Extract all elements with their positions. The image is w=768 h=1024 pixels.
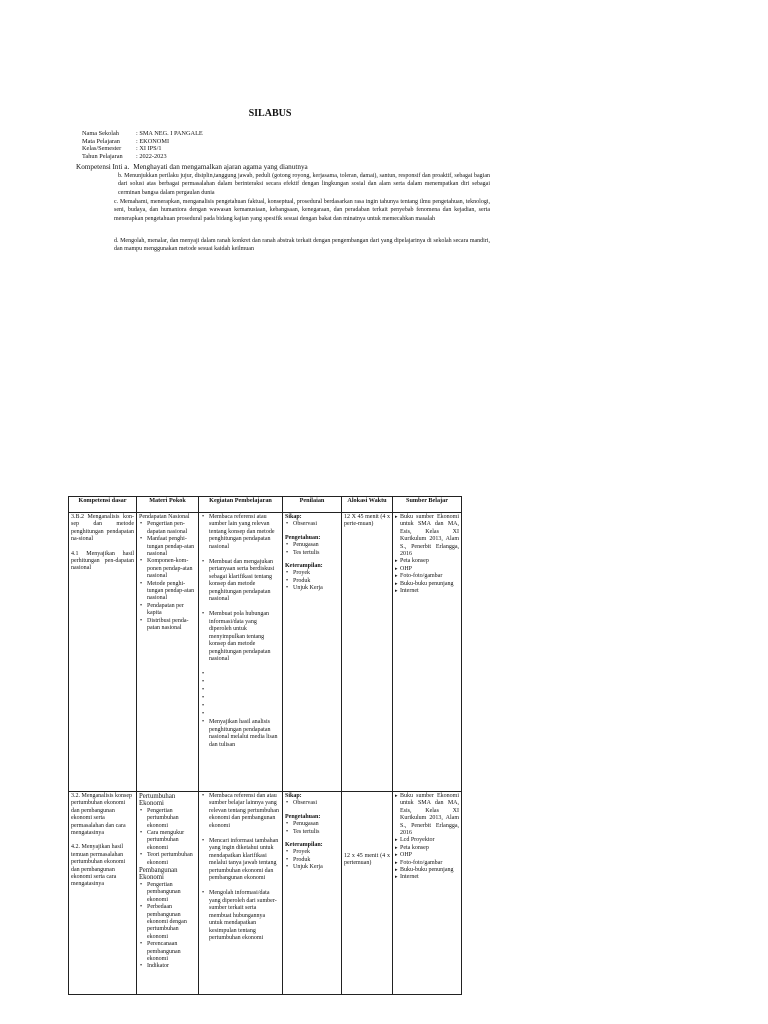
penilaian-sikap: Sikap: (285, 514, 302, 520)
kd-item: 4.2. Menyajikan hasil temuan permasalahan pertumbuhan ekonomi dan pembangunan ekonomi serta cara mengatasinya (71, 844, 126, 888)
sikap-list (285, 800, 339, 807)
list-item: • Observasi (293, 521, 339, 528)
empty-bullet (209, 703, 280, 711)
cell-alokasi-waktu (342, 792, 393, 995)
list-item: • Unjuk Kerja (293, 864, 339, 871)
materi-heading: Pertumbuhan Ekonomi (139, 793, 176, 808)
table-header-row (69, 497, 462, 513)
list-item: ▸ Foto-foto/gambar (400, 573, 459, 580)
header-sumber: Sumber Belajar (393, 497, 462, 513)
materi-heading: Pembangunan Ekonomi (139, 867, 178, 882)
list-item: • Membuat pola hubungan informasi/data yang diperoleh untuk menyimpulkan tentang konsep dan metode penghitungan pendapatan nasional (209, 611, 280, 663)
keterampilan-list (285, 849, 339, 871)
list-item: • Proyek (293, 570, 339, 577)
cell-penilaian (283, 513, 342, 792)
identity-row (82, 153, 203, 161)
kd-item: 3.B.2 Menganalisis kon-sep dan metode penghitungan pendapatan na-sional (71, 514, 134, 543)
materi-list (139, 882, 196, 971)
penilaian-keterampilan: Keterampilan: (285, 842, 323, 849)
list-item: • Unjuk Kerja (293, 585, 339, 592)
ki-d-text: d. Mengolah, menalar, dan menyaji dalam ranah konkret dan ranah abstrak terkait dengan pengembangan dari yang dipelajarinya di sekolah secara mandiri, dan mampu menggunakan metode sesuai kaidah keilmuan (114, 238, 490, 253)
list-item: • Pengertian pembangunan ekonomi (147, 882, 196, 904)
sumber-list (395, 793, 459, 882)
table-row (69, 792, 462, 995)
penilaian-sikap: Sikap: (285, 793, 302, 799)
header-materi-pokok: Materi Pokok (137, 497, 199, 513)
list-item: • Tes tertulis (293, 550, 339, 557)
identity-value: : 2022-2023 (136, 152, 167, 160)
list-item: ▸ Internet (400, 588, 459, 595)
list-item: • Produk (293, 578, 339, 585)
header-penilaian: Penilaian (283, 497, 342, 513)
empty-bullet (209, 687, 280, 695)
empty-bullet (209, 711, 280, 719)
penilaian-pengetahuan: Pengetahuan: (285, 534, 321, 541)
identity-value: : SMA NEG. I PANGALE (136, 130, 203, 137)
ki-c-text: c. Memahami, menerapkan, menganalisis pengetahuan faktual, konseptual, prosedural berdasarkan rasa ingin tahunya tentang ilmu pengetahuan, teknologi, seni, budaya, dan humaniora dengan wawasan kemanusiaan, kebangsaan, kenegaraan, dan peradaban terkait penyebab fenomena dan kejadian, serta menerapkan pengetahuan prosedural pada bidang kajian yang spesifik sesuai dengan bakat dan minatnya untuk memecahkan masalah (114, 199, 490, 222)
kd-item: 3.2. Menganalisis konsep pertumbuhan ekonomi dan pembangunan ekonomi serta permasalahan dan cara mengatasinya (71, 793, 132, 837)
empty-bullet (209, 679, 280, 687)
identity-row (82, 138, 203, 146)
sikap-list (285, 521, 339, 528)
identity-label: Kelas/Semester (82, 145, 122, 153)
kegiatan-list (201, 719, 280, 749)
list-item: ▸ Peta konsep (400, 845, 459, 852)
list-item: • Perbedaan pembangunan ekonomi dengan pertumbuhan ekonomi (147, 904, 196, 941)
pengetahuan-list (285, 542, 339, 557)
ki-b-text: b. Menunjukkan perilaku jujur, disiplin,tanggung jawab, peduli (gotong royong, kerjasama, toleran, damai), santun, responsif dan proaktif, sebagai bagian dari solusi atas berbagai permasalahan dalam berinteraksi secara efektif dengan lingkungan sosial dan alam serta dalam menempatkan diri sebagai cerminan bangsa dalam pergaulan dunia (118, 173, 490, 196)
keterampilan-list (285, 570, 339, 592)
list-item: • Proyek (293, 849, 339, 856)
list-item: ▸ Buku-buku penunjang (400, 867, 459, 874)
list-item: • Menyajikan hasil analisis penghitungan pendapatan nasional melalui media lisan dan tulisan (209, 719, 280, 749)
list-item: • Observasi (293, 800, 339, 807)
list-item: • Metode penghi-tungan pendap-atan nasional (147, 581, 196, 603)
list-item: • Perencanaan pembangunan ekonomi (147, 941, 196, 963)
list-item: ▸ Buku sumber Ekonomi untuk SMA dan MA, Esis, Kelas XI Kurikulum 2013, Alam S., Penerbit Erlangga, 2016 (400, 514, 459, 558)
empty-bullets (201, 671, 280, 719)
cell-materi-pokok (137, 513, 199, 792)
list-item: • Membuat dan mengajukan pertanyaan serta berdiskusi sebagai klarifikasi tentang konsep dan metode penghitungan pendapatan nasional (209, 559, 280, 603)
list-item: • Indikator (147, 963, 196, 970)
penilaian-keterampilan: Keterampilan: (285, 563, 323, 570)
header-kompetensi-dasar: Kompetensi dasar (69, 497, 137, 513)
ki-head-label: Kompetensi Inti a. (76, 163, 130, 171)
sumber-list (395, 514, 459, 595)
identity-row (82, 130, 203, 138)
list-item: • Distribusi penda-patan nasional (147, 618, 196, 633)
cell-kegiatan (199, 513, 283, 792)
list-item: ▸ OHP (400, 852, 459, 859)
empty-bullet (209, 671, 280, 679)
list-item: ▸ Peta konsep (400, 558, 459, 565)
cell-alokasi-waktu: 12 X 45 menit (4 x perte-muan) (342, 513, 393, 792)
identity-value: : EKONOMI (136, 137, 170, 145)
cell-sumber-belajar (393, 792, 462, 995)
list-item: • Tes tertulis (293, 829, 339, 836)
list-item: • Membaca referensi atau sumber lain yang relevan tentang konsep dan metode penghitungan pendapatan nasional (209, 514, 280, 551)
list-item: • Penugasan (293, 821, 339, 828)
kegiatan-list (201, 793, 280, 942)
list-item: • Manfaat penghi-tungan pendap-atan nasional (147, 536, 196, 558)
header-kegiatan: Kegiatan Pembelajaran (199, 497, 283, 513)
list-item: ▸ Buku sumber Ekonomi untuk SMA dan MA, Esis, Kelas XI Kurikulum 2013, Alam S., Penerbit Erlangga, 2016 (400, 793, 459, 837)
identity-row (82, 145, 203, 153)
list-item: ▸ Lcd Proyektor (400, 837, 459, 844)
header-alokasi: Alokasi Waktu (342, 497, 393, 513)
silabus-table (68, 496, 462, 995)
materi-list (139, 808, 196, 867)
identity-label: Mata Pelajaran (82, 137, 120, 145)
identity-value: : XI IPS/1 (136, 145, 162, 153)
list-item: ▸ Buku-buku penunjang (400, 581, 459, 588)
empty-bullet (209, 695, 280, 703)
table-row (69, 513, 462, 792)
list-item: • Mencari informasi tambahan yang ingin diketahui untuk mendapatkan klarifikasi melalui tanya jawab tentang pertumbuhan ekonomi dan pembangunan ekonomi (209, 838, 280, 882)
materi-heading: Pendapatan Nasional (139, 514, 190, 520)
list-item: • Produk (293, 857, 339, 864)
cell-kompetensi-dasar (69, 513, 137, 792)
materi-list (139, 521, 196, 632)
kegiatan-list (201, 514, 280, 663)
list-item: • Komponen-kom-ponen pendap-atan nasional (147, 558, 196, 580)
pengetahuan-list (285, 821, 339, 836)
list-item: ▸ Internet (400, 874, 459, 881)
list-item: • Mengolah informasi/data yang diperoleh dari sumber-sumber terkait serta membuat hubungannya untuk mendapatkan kesimpulan tentang pertumbuhan ekonomi (209, 890, 280, 942)
list-item: • Teori pertumbuhan ekonomi (147, 852, 196, 867)
list-item: • Membaca referensi dan atau sumber belajar lainnya yang relevan tentang pertumbuhan ekonomi dan pembangunan ekonomi (209, 793, 280, 830)
cell-penilaian (283, 792, 342, 995)
ki-a-text: Menghayati dan mengamalkan ajaran agama yang dianutnya (133, 163, 308, 171)
cell-sumber-belajar (393, 513, 462, 792)
list-item: • Pendapatan per kapita (147, 603, 196, 618)
cell-materi-pokok (137, 792, 199, 995)
kd-item: 4.1 Menyajikan hasil perhitungan pen-dapatan nasional (71, 550, 134, 572)
list-item: • Cara mengukur pertumbuhan ekonomi (147, 830, 196, 852)
list-item: ▸ OHP (400, 566, 459, 573)
list-item: • Pengertian pertumbuhan ekonomi (147, 808, 196, 830)
kompetensi-inti-heading (76, 163, 308, 171)
list-item: • Penugasan (293, 542, 339, 549)
list-item: • Pengertian pen-dapatan nasional (147, 521, 196, 536)
list-item: ▸ Foto-foto/gambar (400, 860, 459, 867)
identity-label: Nama Sekolah (82, 130, 119, 137)
page-title: SILABUS (248, 108, 292, 119)
identity-label: Tahun Pelajaran (82, 152, 123, 160)
cell-kompetensi-dasar (69, 792, 137, 995)
penilaian-pengetahuan: Pengetahuan: (285, 813, 321, 820)
cell-kegiatan (199, 792, 283, 995)
alokasi-text: 12 x 45 menit (4 x pertemuan) (344, 853, 390, 867)
school-identity (82, 130, 203, 160)
